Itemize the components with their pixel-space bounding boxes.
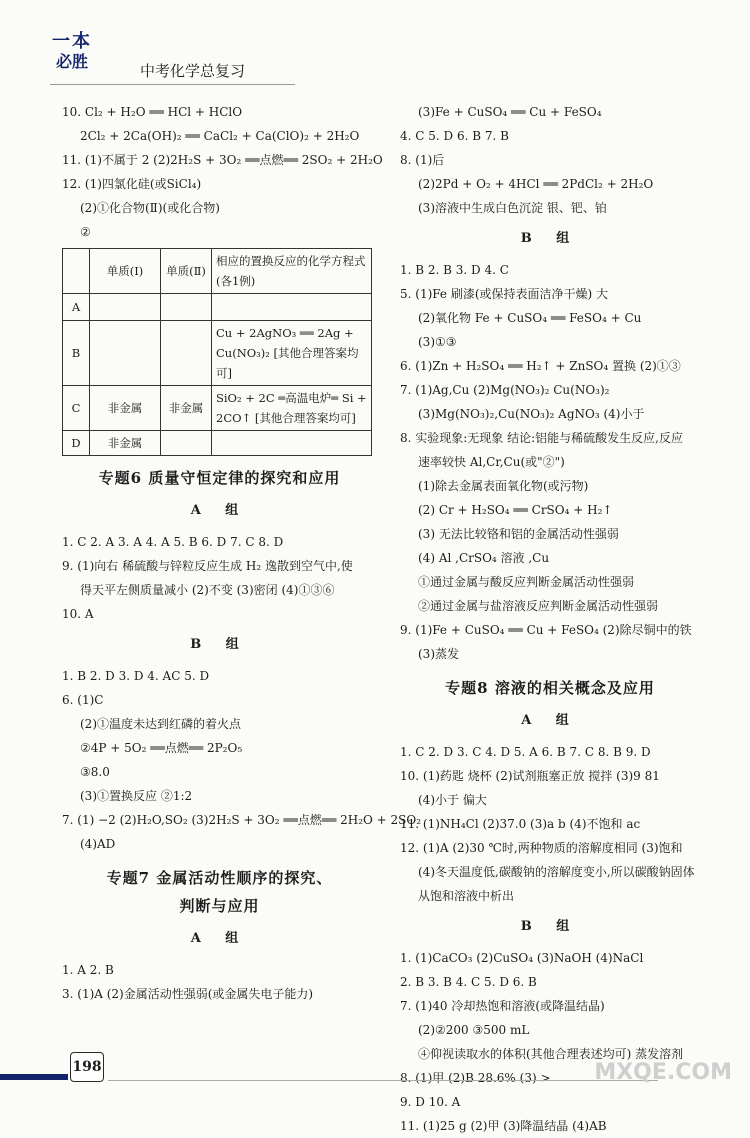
- answer-line: 4. C 5. D 6. B 7. B: [400, 129, 509, 143]
- group-heading: A 组: [521, 713, 579, 728]
- page-header: [0, 0, 750, 86]
- table-cell: 非金属: [161, 386, 212, 431]
- table-row: [63, 294, 372, 321]
- table-header-row: [63, 249, 372, 294]
- answer-line: (2) Cr + H₂SO₄ ══ CrSO₄ + H₂↑: [418, 503, 613, 517]
- logo-line1: 一本: [52, 31, 92, 52]
- answer-line: 9. (1)Fe + CuSO₄ ══ Cu + FeSO₄ (2)除尽铜中的铁: [400, 623, 692, 637]
- table-cell: D: [63, 431, 90, 456]
- answer-line: 2Cl₂ + 2Ca(OH)₂ ══ CaCl₂ + Ca(ClO)₂ + 2H₂O: [80, 129, 360, 143]
- logo-line2: 必胜: [56, 52, 89, 71]
- answer-line: ②: [80, 225, 91, 239]
- answer-line: 10. A: [62, 607, 94, 621]
- section-title-6: 专题6 质量守恒定律的探究和应用: [98, 469, 341, 487]
- table-cell: A: [63, 294, 90, 321]
- answer-line: 7. (1)40 冷却热饱和溶液(或降温结晶): [400, 999, 605, 1013]
- answer-line: (2)2Pd + O₂ + 4HCl ══ 2PdCl₂ + 2H₂O: [418, 177, 654, 191]
- brand-logo: [52, 32, 122, 76]
- left-column: [62, 100, 422, 1006]
- answer-line: (4)AD: [80, 837, 116, 851]
- table-row: [63, 431, 372, 456]
- answer-line: 10. Cl₂ + H₂O ══ HCl + HClO: [62, 105, 243, 119]
- table-header-cell: 单质(Ⅰ): [90, 249, 161, 294]
- answer-line: (2)氧化物 Fe + CuSO₄ ══ FeSO₄ + Cu: [418, 311, 642, 325]
- answer-line: (4) Al ,CrSO₄ 溶液 ,Cu: [418, 551, 550, 565]
- footer-divider: [108, 1080, 658, 1081]
- answer-line: 11. (1)NH₄Cl (2)37.0 (3)a b (4)不饱和 ac: [400, 817, 641, 831]
- answer-line: (4)小于 偏大: [418, 793, 487, 807]
- answer-line: (2)②200 ③500 mL: [418, 1023, 530, 1037]
- table-cell: 非金属: [90, 386, 161, 431]
- answer-line: 12. (1)四氯化硅(或SiCl₄): [62, 177, 202, 191]
- answer-line: (4)冬天温度低,碳酸钠的溶解度变小,所以碳酸钠固体: [418, 865, 695, 879]
- answer-line: (2)①温度未达到红磷的着火点: [80, 717, 241, 731]
- table-cell: SiO₂ + 2C ═高温电炉═ Si + 2CO↑ [其他合理答案均可]: [212, 386, 372, 431]
- table-cell: 非金属: [90, 431, 161, 456]
- right-column: [400, 100, 700, 1138]
- table-cell: [90, 294, 161, 321]
- answer-line: 6. (1)C: [62, 693, 104, 707]
- section-title-7: [62, 864, 377, 920]
- table-cell: Cu + 2AgNO₃ ══ 2Ag + Cu(NO₃)₂ [其他合理答案均可]: [212, 321, 372, 386]
- answer-line: 速率较快 Al,Cr,Cu(或"②"): [418, 455, 565, 469]
- answer-line: (3)Mg(NO₃)₂,Cu(NO₃)₂ AgNO₃ (4)小于: [418, 407, 645, 421]
- answer-line: 1. B 2. B 3. D 4. C: [400, 263, 509, 277]
- answer-line: 8. (1)甲 (2)B 28.6% (3) >: [400, 1071, 551, 1085]
- table-cell: [212, 431, 372, 456]
- answer-line: 12. (1)A (2)30 ℃时,两种物质的溶解度相同 (3)饱和: [400, 841, 683, 855]
- table-header-cell: 相应的置换反应的化学方程式(各1例): [212, 249, 372, 294]
- answer-line: (2)①化合物(Ⅱ)(或化合物): [80, 201, 220, 215]
- answer-line: 3. (1)A (2)金属活动性强弱(或金属失电子能力): [62, 987, 314, 1001]
- table-header-cell: [63, 249, 90, 294]
- answer-line: ②4P + 5O₂ ══点燃══ 2P₂O₅: [80, 741, 243, 755]
- answer-line: 5. (1)Fe 刷漆(或保持表面洁净干燥) 大: [400, 287, 609, 301]
- answer-line: 11. (1)不属于 2 (2)2H₂S + 3O₂ ══点燃══ 2SO₂ + 2H₂O: [62, 153, 383, 167]
- answer-line: ①通过金属与酸反应判断金属活动性强弱: [418, 575, 635, 589]
- group-heading: A 组: [190, 503, 249, 518]
- table-header-cell: 单质(Ⅱ): [161, 249, 212, 294]
- section-title-7-line2: 判断与应用: [179, 897, 260, 915]
- table-cell: [161, 321, 212, 386]
- page-number: 198: [70, 1052, 104, 1082]
- table-cell: [212, 294, 372, 321]
- header-divider: [50, 84, 295, 85]
- answer-line: 1. B 2. D 3. D 4. AC 5. D: [62, 669, 210, 683]
- table-cell: [161, 294, 212, 321]
- answer-line: 6. (1)Zn + H₂SO₄ ══ H₂↑ + ZnSO₄ 置换 (2)①③: [400, 359, 681, 373]
- answer-line: 8. (1)后: [400, 153, 445, 167]
- table-cell: [161, 431, 212, 456]
- answer-line: 11. (1)25 g (2)甲 (3)降温结晶 (4)AB: [400, 1119, 607, 1133]
- answer-line: 7. (1)Ag,Cu (2)Mg(NO₃)₂ Cu(NO₃)₂: [400, 383, 610, 397]
- answer-line: ③8.0: [80, 765, 110, 779]
- answer-line: ②通过金属与盐溶液反应判断金属活动性强弱: [418, 599, 659, 613]
- answer-line: 从饱和溶液中析出: [418, 889, 515, 903]
- answer-line: 8. 实验现象:无现象 结论:铝能与稀硫酸发生反应,反应: [400, 431, 683, 445]
- answer-line: (3)蒸发: [418, 647, 459, 661]
- answer-line: 7. (1) −2 (2)H₂O,SO₂ (3)2H₂S + 3O₂ ══点燃══ 2H₂O + 2SO₂: [62, 813, 422, 827]
- table-cell: [90, 321, 161, 386]
- answer-line: (1)除去金属表面氧化物(或污物): [418, 479, 589, 493]
- group-heading: A 组: [190, 931, 249, 946]
- table-row: [63, 386, 372, 431]
- answer-line: 10. (1)药匙 烧杯 (2)试剂瓶塞正放 搅拌 (3)9 81: [400, 769, 660, 783]
- book-title: 中考化学总复习: [140, 62, 246, 80]
- answer-line: (3)①置换反应 ②1:2: [80, 789, 193, 803]
- answer-line: 9. D 10. A: [400, 1095, 461, 1109]
- answer-line: 1. A 2. B: [62, 963, 114, 977]
- substance-table: [62, 248, 372, 456]
- answer-line: (3)溶液中生成白色沉淀 银、钯、铂: [418, 201, 607, 215]
- section-title-7-line1: 专题7 金属活动性顺序的探究、: [106, 869, 333, 887]
- answer-line: 1. (1)CaCO₃ (2)CuSO₄ (3)NaOH (4)NaCl: [400, 951, 644, 965]
- answer-line: 1. C 2. D 3. C 4. D 5. A 6. B 7. C 8. B 9. D: [400, 745, 651, 759]
- table-cell: B: [63, 321, 90, 386]
- answers-block-1: [62, 100, 383, 244]
- answer-line: 2. B 3. B 4. C 5. D 6. B: [400, 975, 537, 989]
- table-cell: C: [63, 386, 90, 431]
- answer-line: 1. C 2. A 3. A 4. A 5. B 6. D 7. C 8. D: [62, 535, 284, 549]
- answer-line: 9. (1)向右 稀硫酸与锌粒反应生成 H₂ 逸散到空气中,使: [62, 559, 353, 573]
- answer-line: (3) 无法比较铬和铝的金属活动性强弱: [418, 527, 619, 541]
- answer-line: ④仰视读取水的体积(其他合理表述均可) 蒸发溶剂: [418, 1047, 684, 1061]
- answer-line: (3)Fe + CuSO₄ ══ Cu + FeSO₄: [418, 105, 602, 119]
- footer-accent-bar: [0, 1074, 68, 1080]
- group-heading: B 组: [520, 231, 580, 246]
- answer-line: (3)①③: [418, 335, 457, 349]
- group-heading: B 组: [520, 919, 580, 934]
- table-row: [63, 321, 372, 386]
- group-heading: B 组: [190, 637, 249, 652]
- answer-line: 得天平左侧质量减小 (2)不变 (3)密闭 (4)①③⑥: [80, 583, 335, 597]
- section-title-8: 专题8 溶液的相关概念及应用: [445, 679, 655, 697]
- site-watermark: MXQE.COM: [594, 1060, 732, 1085]
